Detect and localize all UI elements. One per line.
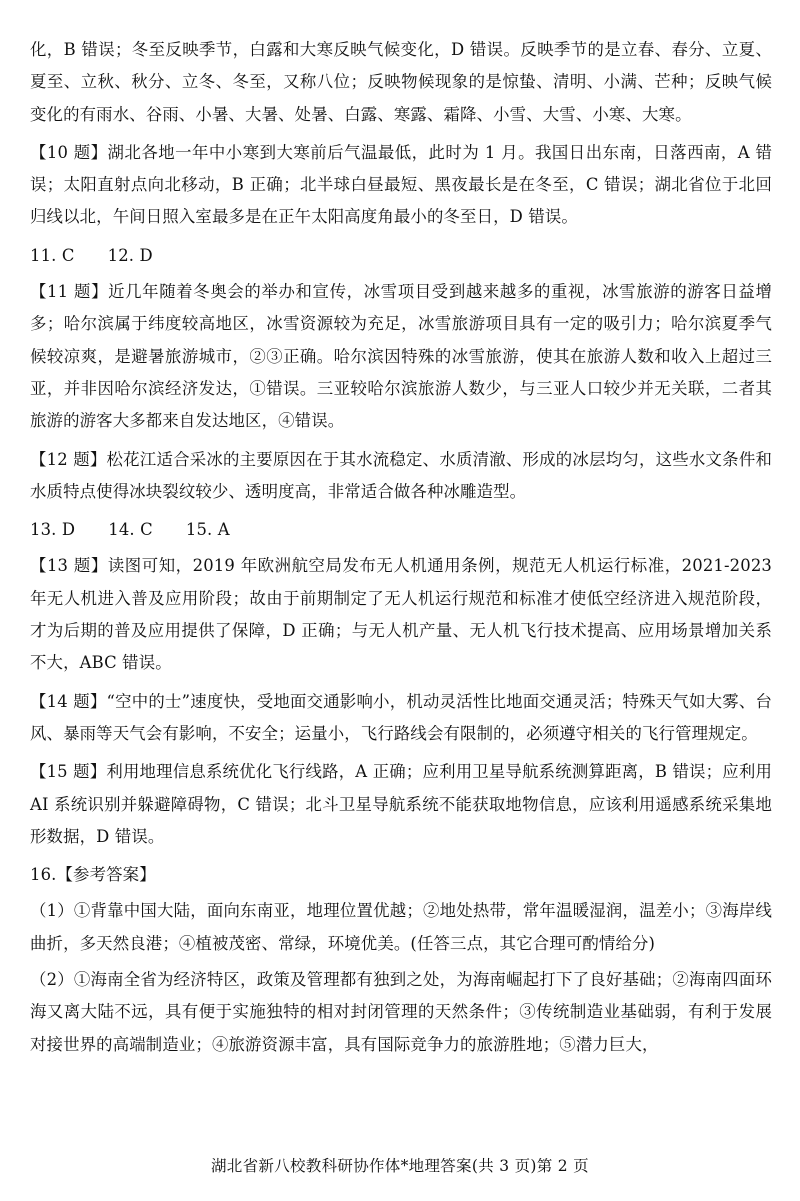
paragraph-q10: 【10 题】湖北各地一年中小寒到大寒前后气温最低，此时为 1 月。我国日出东南，日落西南，A 错误；太阳直射点向北移动，B 正确；北半球白昼最短、黑夜最长是在冬至，C 错误；湖北省位于北回归线以北，午间日照入室最多是在正午太阳高度角最小的冬至日，D 错误。 [30,142,772,227]
paragraph-q15: 【15 题】利用地理信息系统优化飞行线路，A 正确；应利用卫星导航系统测算距离，B 错误；应利用 AI 系统识别并躲避障碍物，C 错误；北斗卫星导航系统不能获取地物信息，应该利用遥感系统采集地形数据，D 错误。 [30,762,772,846]
paragraph-q12: 【12 题】松花江适合采冰的主要原因在于其水流稳定、水质清澈、形成的冰层均匀，这些水文条件和水质特点使得冰块裂纹较少、透明度高，非常适合做各种冰雕造型。 [30,449,772,501]
paragraph-q13: 【13 题】读图可知，2019 年欧洲航空局发布无人机通用条例，规范无人机运行标准，2021-2023 年无人机进入普及应用阶段；故由于前期制定了无人机运行规范和标准才使低空经济进入规范阶段，才为后期的普及应用提供了保障，D 正确；与无人机产量、无人机飞行技术提高、应用场景增加关系不大，ABC 错误。 [30,556,772,673]
document-body [30,34,772,1067]
answers-13-15: 13. D 14. C 15. A [30,520,230,540]
q16-part1: （1）①背靠中国大陆，面向东南亚，地理位置优越；②地处热带，常年温暖湿润，温差小；③海岸线曲折，多天然良港；④植被茂密、常绿，环境优美。(任答三点，其它合理可酌情给分) [30,901,772,953]
page-footer: 湖北省新八校教科研协作体*地理答案(共 3 页)第 2 页 [211,1157,589,1175]
paragraph-q11: 【11 题】近几年随着冬奥会的举办和宣传，冰雪项目受到越来越多的重视，冰雪旅游的游客日益增多；哈尔滨属于纬度较高地区，冰雪资源较为充足，冰雪旅游项目具有一定的吸引力；哈尔滨夏季气候较凉爽，是避暑旅游城市，②③正确。哈尔滨因特殊的冰雪旅游，使其在旅游人数和收入上超过三亚，并非因哈尔滨经济发达，①错误。三亚较哈尔滨旅游人数少，与三亚人口较少并无关联，二者其旅游的游客大多都来自发达地区，④错误。 [30,282,772,431]
paragraph-q14: 【14 题】“空中的士”速度快，受地面交通影响小，机动灵活性比地面交通灵活；特殊天气如大雾、台风、暴雨等天气会有影响，不安全；运量小，飞行路线会有限制的，必须遵守相关的飞行管理规定。 [30,691,772,743]
q16-heading: 16.【参考答案】 [30,865,156,885]
paragraph-solar-terms: 化，B 错误；冬至反映季节，白露和大寒反映气候变化，D 错误。反映季节的是立春、春分、立夏、夏至、立秋、秋分、立冬、冬至，又称八位；反映物候现象的是惊蛰、清明、小满、芒种；反映气候变化的有雨水、谷雨、小暑、大暑、处暑、白露、寒露、霜降、小雪、大雪、小寒、大寒。 [30,40,772,124]
q16-part2: （2）①海南全省为经济特区，政策及管理都有独到之处，为海南崛起打下了良好基础；②海南四面环海又离大陆不远，具有便于实施独特的相对封闭管理的天然条件；③传统制造业基础弱，有利于发展对接世界的高端制造业；④旅游资源丰富，具有国际竞争力的旅游胜地；⑤潜力巨大， [30,970,772,1054]
answers-11-12: 11. C 12. D [30,245,153,265]
